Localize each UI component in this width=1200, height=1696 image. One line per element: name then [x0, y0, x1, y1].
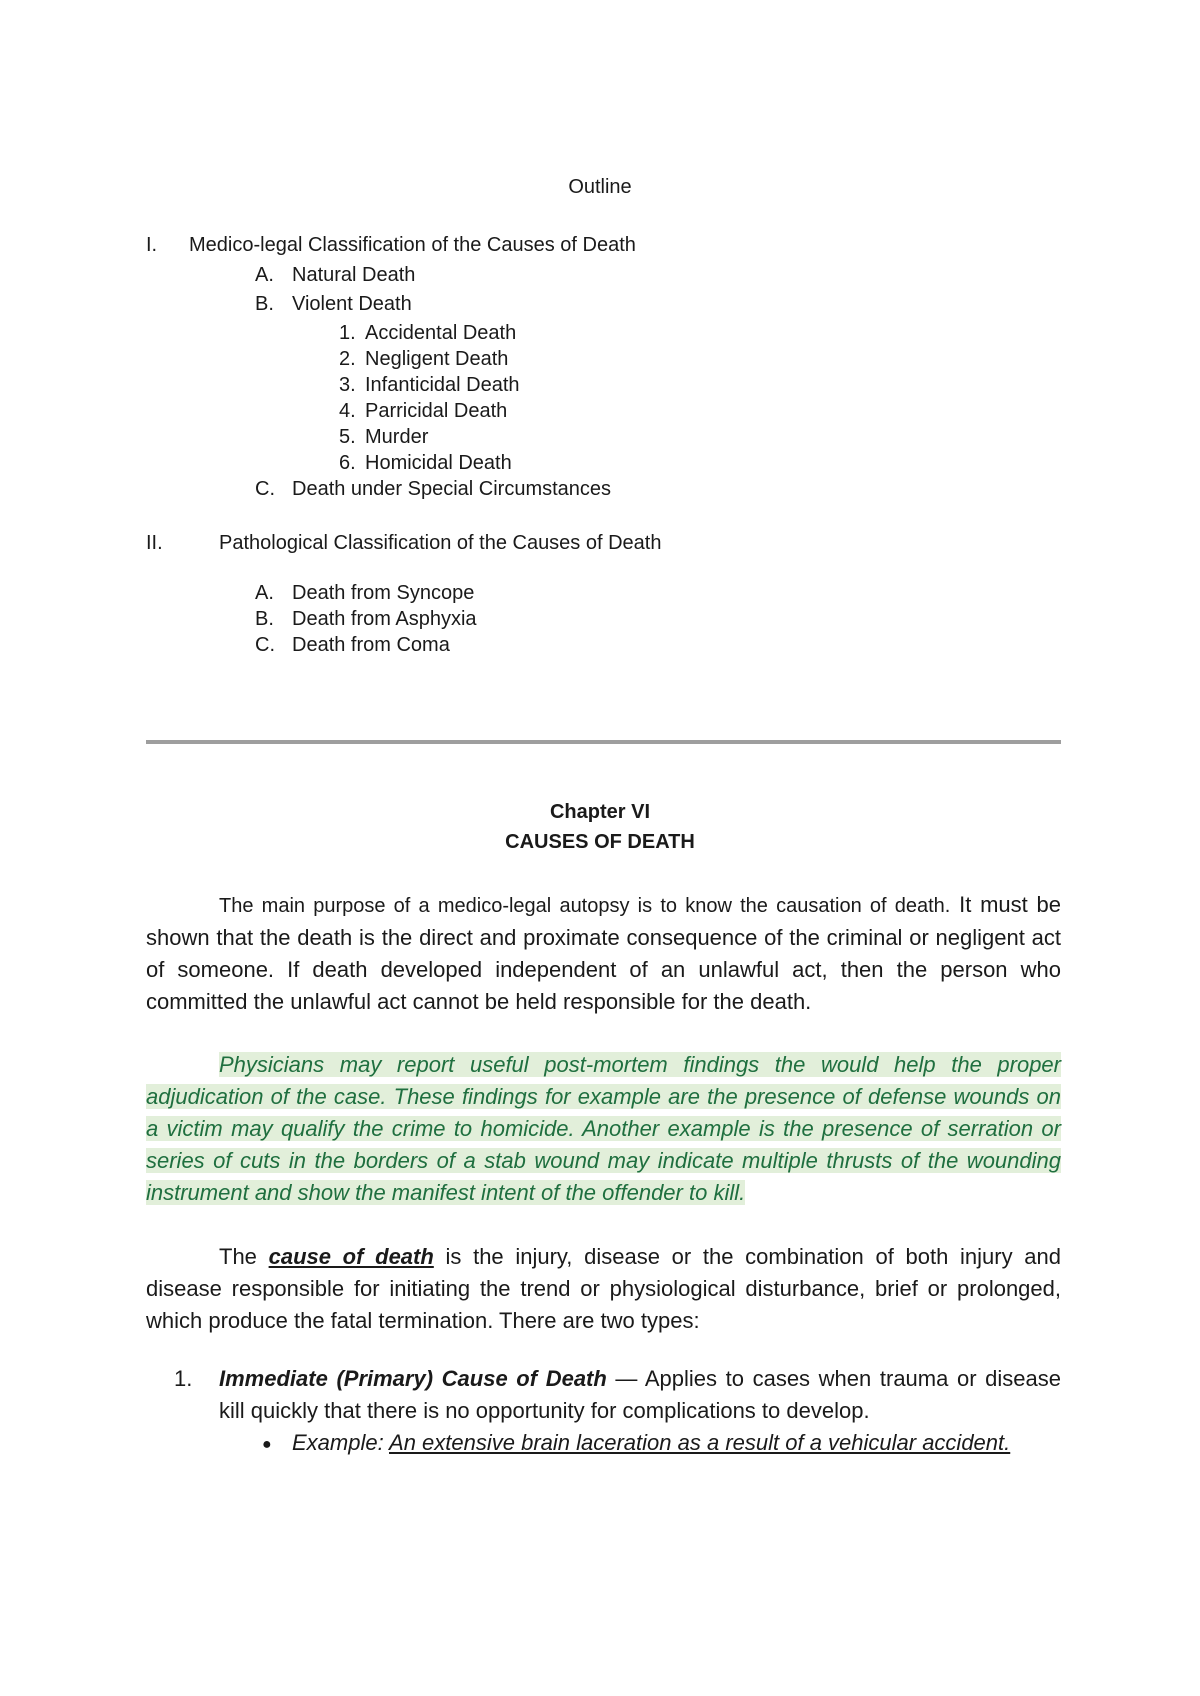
- example-label: Example:: [292, 1430, 384, 1455]
- list-item-term: Immediate (Primary) Cause of Death: [219, 1366, 607, 1391]
- outline-subitem-label: Negligent Death: [365, 348, 509, 370]
- outline-item-label: Death under Special Circumstances: [292, 478, 612, 500]
- paragraph-intro: [146, 889, 1061, 1018]
- highlighted-text: Physicians may report useful post-mortem findings the would help the proper adjudication of the case. These findings for example are the presence of defense wounds on a victim may qualify the crime to homicide. Another example is the presence of serration or series of cuts in the borders of a stab wound may indicate multiple thrusts of the wounding instrument and show the manifest intent of the offender to kill.: [146, 1052, 1061, 1205]
- outline-subitem-label: Parricidal Death: [365, 400, 508, 422]
- outline-item-label: Death from Asphyxia: [292, 608, 477, 630]
- cause-of-death-term: cause of death: [268, 1244, 434, 1269]
- outline-section-marker: I.: [146, 234, 158, 256]
- outline-subitem-marker: 4.: [339, 400, 356, 422]
- outline-subitem-marker: 1.: [339, 322, 356, 344]
- outline-section-label: Pathological Classification of the Causes of Death: [219, 532, 662, 554]
- outline-subitem-marker: 3.: [339, 374, 356, 396]
- list-item: [146, 1363, 1061, 1427]
- outline-subitem-label: Murder: [365, 426, 429, 448]
- example-bullet: [292, 1427, 1061, 1459]
- outline-item-marker: B.: [255, 293, 274, 315]
- list-item-desc: — Applies to cases when trauma or disease kill quickly that there is no opportunity for complications to develop.: [219, 1366, 1061, 1423]
- paragraph-intro-lead: The main purpose of a medico-legal autopsy is to know the causation of death.: [219, 895, 951, 917]
- horizontal-divider: [146, 740, 1061, 744]
- outline-item-marker: A.: [255, 264, 274, 286]
- bullet-icon: ●: [262, 1436, 272, 1453]
- list-item-marker: 1.: [174, 1366, 193, 1391]
- example-text: An extensive brain laceration as a result of a vehicular accident.: [389, 1430, 1011, 1455]
- chapter-number: Chapter VI: [549, 801, 651, 823]
- outline-item-label: Natural Death: [292, 264, 416, 286]
- outline-subitem-label: Accidental Death: [365, 322, 517, 344]
- outline-item-marker: B.: [255, 608, 274, 630]
- outline-item-label: Death from Coma: [292, 634, 450, 656]
- outline-section-label: Medico-legal Classification of the Causes of Death: [189, 234, 636, 256]
- paragraph-cause-definition: [146, 1241, 1061, 1337]
- cause-intro: The: [219, 1244, 269, 1269]
- paragraph-highlighted: [146, 1049, 1061, 1209]
- chapter-title: CAUSES OF DEATH: [505, 831, 695, 853]
- outline-subitem-marker: 2.: [339, 348, 356, 370]
- outline-subitem-marker: 5.: [339, 426, 356, 448]
- outline-item-marker: C.: [255, 634, 275, 656]
- outline-subitem-label: Infanticidal Death: [365, 374, 520, 396]
- list-item-body: [219, 1363, 1061, 1427]
- outline-item-marker: A.: [255, 582, 274, 604]
- outline-subitem-marker: 6.: [339, 452, 356, 474]
- paragraph-intro-rest: It must be shown that the death is the direct and proximate consequence of the criminal or negligent act of someone. If death developed independent of an unlawful act, then the person who committed the unlawful act cannot be held responsible for the death.: [146, 892, 1061, 1014]
- outline-subitem-label: Homicidal Death: [365, 452, 512, 474]
- outline-item-marker: C.: [255, 478, 275, 500]
- outline-title: Outline: [568, 176, 632, 198]
- cause-definition: is the injury, disease or the combination of both injury and disease responsible for initiating the trend or physiological disturbance, brief or prolonged, which produce the fatal termination. There are two types:: [146, 1244, 1061, 1333]
- outline-item-label: Violent Death: [292, 293, 412, 315]
- outline-section-marker: II.: [146, 532, 163, 554]
- outline-item-label: Death from Syncope: [292, 582, 475, 604]
